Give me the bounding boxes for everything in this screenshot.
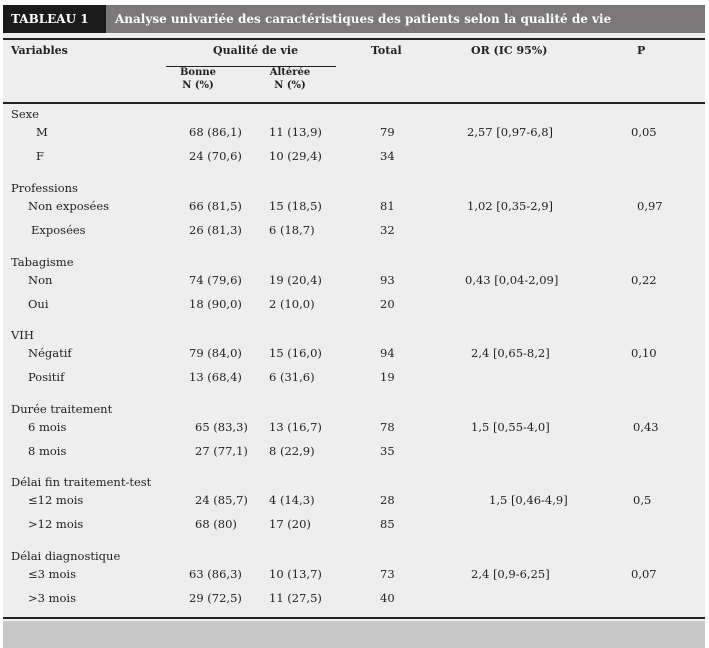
top-rule [3, 38, 705, 40]
cell-p: 0,22 [631, 273, 657, 287]
cell-alteree: 8 (22,9) [269, 444, 315, 458]
group-label: Délai fin traitement-test [11, 475, 152, 489]
cell-or: 1,5 [0,55-4,0] [471, 420, 550, 434]
cell-label: F [36, 149, 44, 163]
cell-alteree: 10 (29,4) [269, 149, 322, 163]
cell-bonne: 65 (83,3) [195, 420, 248, 434]
cell-p: 0,5 [633, 493, 652, 507]
cell-label: Oui [28, 297, 49, 311]
cell-bonne: 18 (90,0) [189, 297, 242, 311]
cell-alteree: 17 (20) [269, 517, 311, 531]
cell-total: 20 [380, 297, 395, 311]
cell-label: Exposées [31, 223, 86, 237]
cell-alteree: 13 (16,7) [269, 420, 322, 434]
cell-total: 85 [380, 517, 395, 531]
cell-label: M [36, 125, 48, 139]
cell-or: 0,43 [0,04-2,09] [465, 273, 559, 287]
cell-total: 79 [380, 125, 395, 139]
cell-bonne: 26 (81,3) [189, 223, 242, 237]
cell-alteree: 2 (10,0) [269, 297, 315, 311]
cell-alteree: 11 (13,9) [269, 125, 322, 139]
group-label: Sexe [11, 107, 39, 121]
group-label: Tabagisme [11, 255, 74, 269]
header-qualite: Qualité de vie [213, 44, 299, 57]
cell-bonne: 74 (79,6) [189, 273, 242, 287]
cell-alteree: 10 (13,7) [269, 567, 322, 581]
cell-total: 94 [380, 346, 395, 360]
header-bonne-label: Bonne [179, 67, 217, 78]
cell-p: 0,43 [633, 420, 659, 434]
cell-or: 1,5 [0,46-4,9] [489, 493, 568, 507]
cell-bonne: 63 (86,3) [189, 567, 242, 581]
cell-bonne: 68 (80) [195, 517, 237, 531]
cell-label: Non exposées [28, 199, 110, 213]
cell-total: 81 [380, 199, 395, 213]
cell-total: 93 [380, 273, 395, 287]
header-rule [3, 102, 705, 104]
header-p: P [637, 44, 646, 57]
cell-alteree: 6 (18,7) [269, 223, 315, 237]
cell-label: 6 mois [28, 420, 67, 434]
cell-total: 73 [380, 567, 395, 581]
header-total: Total [371, 44, 402, 57]
cell-label: ≤3 mois [28, 567, 77, 581]
cell-bonne: 24 (70,6) [189, 149, 242, 163]
cell-label: 8 mois [28, 444, 67, 458]
cell-total: 78 [380, 420, 395, 434]
cell-alteree: 15 (16,0) [269, 346, 322, 360]
cell-total: 34 [380, 149, 395, 163]
cell-or: 2,57 [0,97-6,8] [467, 125, 554, 139]
cell-or: 2,4 [0,65-8,2] [471, 346, 550, 360]
cell-alteree: 4 (14,3) [269, 493, 315, 507]
cell-total: 28 [380, 493, 395, 507]
cell-label: >12 mois [28, 517, 84, 531]
cell-bonne: 68 (86,1) [189, 125, 242, 139]
header-alteree-label: Altérée [269, 67, 311, 78]
cell-total: 32 [380, 223, 395, 237]
cell-p: 0,05 [631, 125, 657, 139]
header-alteree-unit: N (%) [274, 80, 306, 91]
cell-alteree: 6 (31,6) [269, 370, 315, 384]
cell-label: Non [28, 273, 53, 287]
cell-p: 0,07 [631, 567, 657, 581]
table-title: Analyse univariée des caractéristiques des patients selon la qualité de vie [115, 12, 612, 26]
group-label: VIH [11, 328, 34, 342]
cell-or: 1,02 [0,35-2,9] [467, 199, 554, 213]
header-or: OR (IC 95%) [471, 44, 548, 57]
cell-or: 2,4 [0,9-6,25] [471, 567, 550, 581]
cell-label: ≤12 mois [28, 493, 84, 507]
cell-bonne: 24 (85,7) [195, 493, 248, 507]
cell-bonne: 13 (68,4) [189, 370, 242, 384]
bottom-rule [3, 617, 705, 619]
title-bar [3, 5, 705, 33]
cell-total: 40 [380, 591, 395, 605]
cell-bonne: 66 (81,5) [189, 199, 242, 213]
group-label: Professions [11, 181, 78, 195]
table-container [3, 5, 705, 648]
cell-label: >3 mois [28, 591, 77, 605]
group-label: Durée traitement [11, 402, 113, 416]
header-bonne [163, 66, 233, 92]
cell-total: 35 [380, 444, 395, 458]
cell-bonne: 29 (72,5) [189, 591, 242, 605]
cell-bonne: 79 (84,0) [189, 346, 242, 360]
cell-alteree: 11 (27,5) [269, 591, 322, 605]
header-variables: Variables [11, 44, 68, 57]
header-bonne-unit: N (%) [182, 80, 214, 91]
footer-band [3, 621, 705, 648]
table-label: TABLEAU 1 [3, 5, 106, 33]
header-alteree [255, 66, 325, 92]
cell-total: 19 [380, 370, 395, 384]
cell-alteree: 15 (18,5) [269, 199, 322, 213]
cell-alteree: 19 (20,4) [269, 273, 322, 287]
cell-label: Positif [28, 370, 65, 384]
cell-p: 0,97 [637, 199, 663, 213]
cell-p: 0,10 [631, 346, 657, 360]
cell-bonne: 27 (77,1) [195, 444, 248, 458]
cell-label: Négatif [28, 346, 72, 360]
group-label: Délai diagnostique [11, 549, 121, 563]
